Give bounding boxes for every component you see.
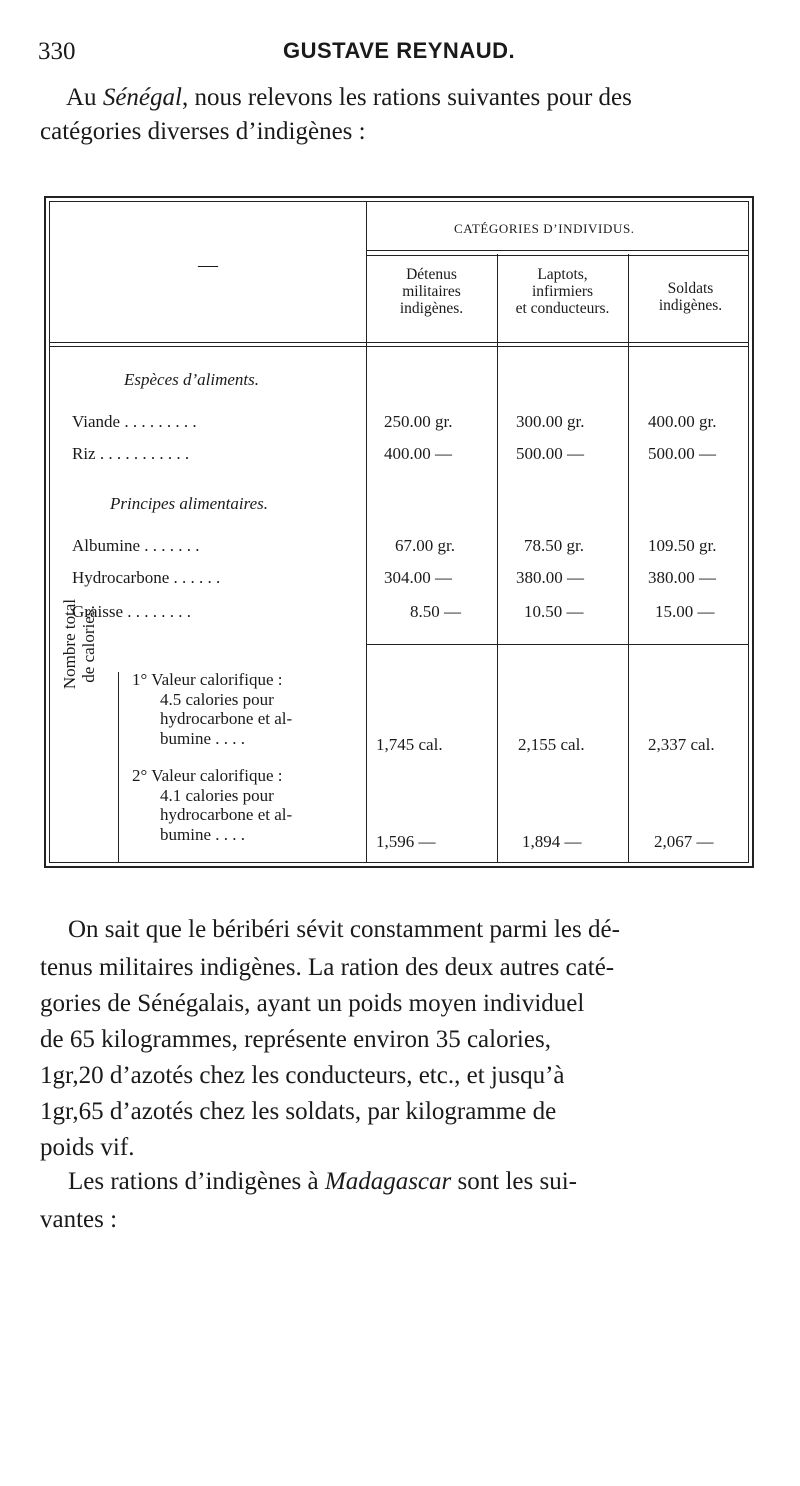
cal-line: 4.5 calories pour [160,689,274,709]
body-p2-line-1 [68,1168,577,1196]
body-line: On sait que le béribéri sévit constamment parmi les dé- [68,916,620,943]
corner-dash: — [198,254,218,276]
intro-place: Sénégal [102,84,182,111]
category-header: CATÉGORIES D’INDIVIDUS. [454,221,635,236]
body-line: tenus militaires indigènes. La ration des deux autres caté- [40,954,615,981]
body-line: poids vif. [40,1134,135,1161]
cell-hydro-1: 304.00 — [384,568,452,587]
cell-viande-3: 400.00 gr. [648,412,717,431]
vertical-line: de calories. [79,605,98,683]
col-header-laptots [497,266,628,317]
intro-line-2: catégories diverses d’indigènes : [40,118,366,145]
cal-line: bumine . . . . [160,728,245,748]
cal1-note [132,670,292,748]
col-header-line: et conducteurs. [515,300,610,317]
cell-cal2-3: 2,067 — [654,832,714,851]
col-header-soldats [628,280,753,314]
cell-graisse-1: 8.50 — [410,602,461,621]
col-header-detenus [366,266,497,317]
cell-riz-1: 400.00 — [384,444,452,463]
body-line: 1gr,20 d’azotés chez les conducteurs, etc., et jusqu’à [40,1062,565,1089]
cal-line: 4.1 calories pour [160,785,274,805]
intro-prefix: Au [66,84,103,111]
page-number: 330 [38,38,76,65]
p2-place: Madagascar [324,1168,452,1195]
body-line: 1gr,65 d’azotés chez les soldats, par kilogramme de [40,1098,557,1125]
cell-graisse-3: 15.00 — [655,602,715,621]
cell-riz-3: 500.00 — [648,444,716,463]
row-label-riz: Riz . . . . . . . . . . . [72,444,190,463]
cell-hydro-3: 380.00 — [648,568,716,587]
section-especes: Espèces d’aliments. [124,370,260,389]
cell-cal1-3: 2,337 cal. [648,735,715,754]
cal-line: hydrocarbone et al- [160,709,293,728]
vertical-line: Nombre total [60,598,79,690]
cell-cal1-2: 2,155 cal. [518,735,585,754]
col-header-line: infirmiers [531,283,594,300]
cat-header-rule-2 [366,255,748,256]
intro-line-1 [66,84,632,112]
col-header-line: indigènes. [399,300,464,317]
cell-hydro-2: 380.00 — [516,568,584,587]
body-line: de 65 kilogrammes, représente environ 35 calories, [40,1026,551,1053]
running-head: GUSTAVE REYNAUD. [283,38,516,63]
cell-albumine-3: 109.50 gr. [648,536,717,555]
cal2-note [132,766,292,844]
cell-albumine-1: 67.00 gr. [395,536,455,555]
col-header-line: militaires [402,283,461,300]
p2-rest: sont les sui- [451,1168,577,1195]
cell-graisse-2: 10.50 — [524,602,584,621]
cal-line: hydrocarbone et al- [160,805,293,824]
cell-riz-2: 500.00 — [516,444,584,463]
calories-vertical-label [60,554,98,734]
cal-line: bumine . . . . [160,824,245,844]
row-label-hydrocarbone: Hydrocarbone . . . . . . [72,568,221,587]
section-principes: Principes alimentaires. [110,494,269,513]
cell-cal1-1: 1,745 cal. [376,735,443,754]
row-label-graisse: Graisse . . . . . . . . [72,602,191,621]
cell-viande-1: 250.00 gr. [384,412,453,431]
col-header-line: Détenus [406,266,457,283]
p2-prefix: Les rations d’indigènes à [68,1168,325,1195]
header-bottom-rule [50,342,748,343]
cell-cal2-2: 1,894 — [522,832,582,851]
cal-line: 1° Valeur calorifique : [132,670,283,689]
col-header-line: Soldats [667,280,714,297]
cat-header-rule [366,250,748,251]
body-p2-line-2: vantes : [40,1206,118,1233]
table-inner-frame [49,201,749,863]
cell-viande-2: 300.00 gr. [516,412,585,431]
row-label-albumine: Albumine . . . . . . . [72,536,200,555]
calories-top-rule [366,644,748,645]
cell-albumine-2: 78.50 gr. [524,536,584,555]
intro-rest: , nous relevons les rations suivantes pour des [181,84,632,111]
row-label-viande: Viande . . . . . . . . . [72,412,197,431]
cell-cal2-1: 1,596 — [376,832,436,851]
rations-table [44,196,754,868]
col-header-line: Laptots, [537,266,588,283]
body-line: gories de Sénégalais, ayant un poids moyen individuel [40,990,585,1017]
cal-line: 2° Valeur calorifique : [132,766,283,785]
header-bottom-rule-2 [50,346,748,347]
col-header-line: indigènes. [658,297,723,314]
